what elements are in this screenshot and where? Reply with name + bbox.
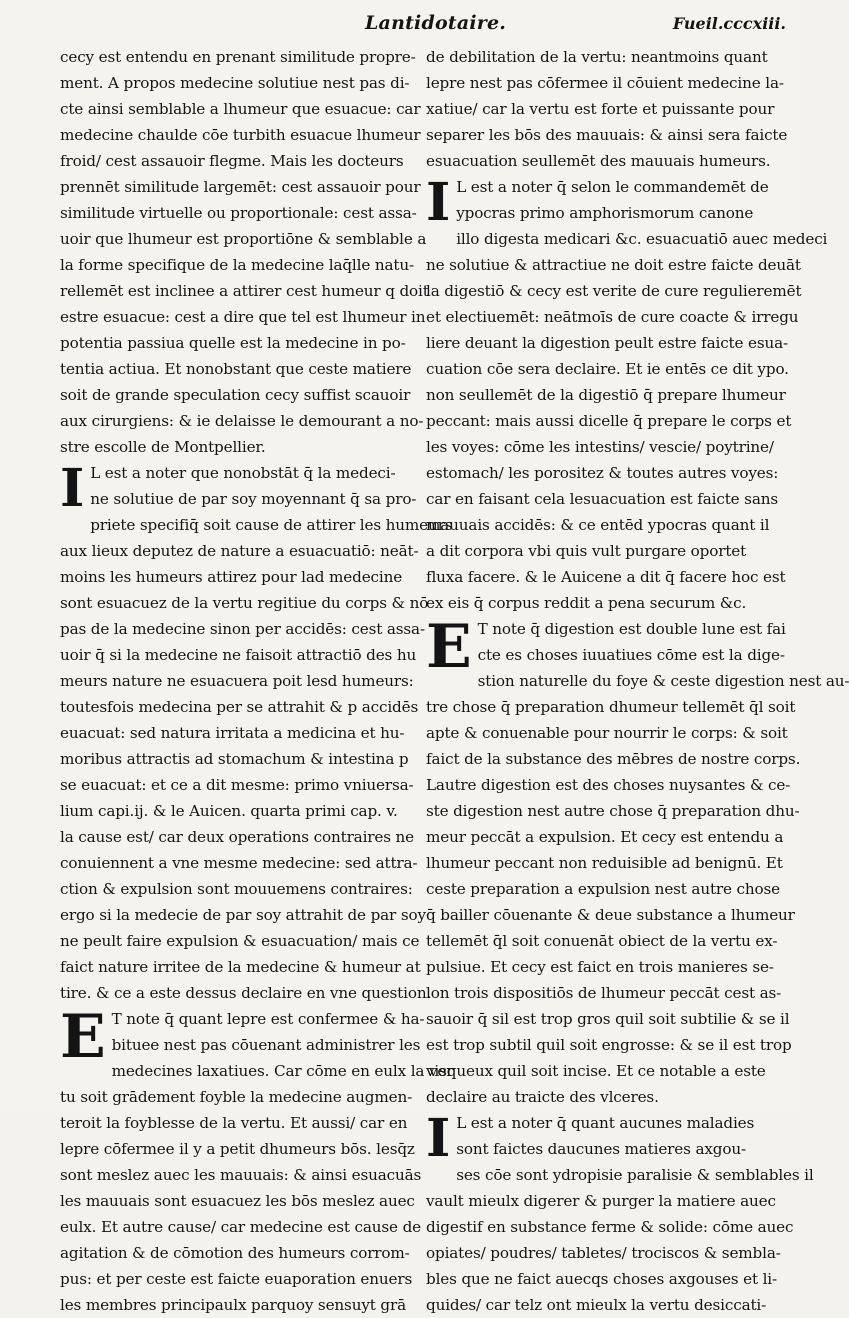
text-line: ne solutiue de par soy moyennant q̄ sa pro- xyxy=(90,490,417,508)
text-line: lium capi.ij. & le Auicen. quarta primi cap. v. xyxy=(60,802,398,820)
text-line: ste digestion nest autre chose q̄ preparation dhu- xyxy=(426,802,800,820)
text-line: est trop subtil quil soit engrosse: & se il est trop xyxy=(426,1036,792,1054)
text-line: lepre nest pas cōfermee il cōuient medecine la- xyxy=(426,74,784,92)
left-column xyxy=(60,44,454,1318)
text-line: de debilitation de la vertu: neantmoins quant xyxy=(426,48,768,66)
text-line: conuiennent a vne mesme medecine: sed attra- xyxy=(60,854,418,872)
text-line: stion naturelle du foye & ceste digestion nest au- xyxy=(477,672,849,690)
text-line: agitation & de cōmotion des humeurs corrom- xyxy=(60,1244,410,1262)
text-line: bles que ne faict auecqs choses axgouses et li- xyxy=(426,1270,777,1288)
text-line: rellemēt est inclinee a attirer cest humeur q doit xyxy=(60,282,429,300)
text-line: se euacuat: et ce a dit mesme: primo vniuersa- xyxy=(60,776,414,794)
text-line: estomach/ les porositez & toutes autres voyes: xyxy=(426,464,779,482)
text-line: lhumeur peccant non reduisible ad benignū. Et xyxy=(426,854,783,872)
text-line: aux lieux deputez de nature a esuacuatiō: neāt- xyxy=(60,542,419,560)
paragraph-3 xyxy=(60,1002,454,1318)
text-line: toutesfois medecina per se attrahit & p accidēs xyxy=(60,698,419,716)
text-line: la forme specifique de la medecine laq̄lle natu- xyxy=(60,256,414,274)
text-line: L est a noter q̄ selon le commandemēt de xyxy=(456,178,769,196)
text-line: meurs nature ne esuacuera poit lesd humeurs: xyxy=(60,672,414,690)
text-line: ceste preparation a expulsion nest autre chose xyxy=(426,880,781,898)
text-line: faict nature irritee de la medecine & humeur at xyxy=(60,958,421,976)
right-column xyxy=(426,44,849,1318)
text-line: car en faisant cela lesuacuation est faicte sans xyxy=(426,490,778,508)
paragraph-3 xyxy=(426,612,849,1110)
text-line: esuacuation seullemēt des mauuais humeurs. xyxy=(426,152,771,170)
text-line: priete specifiq̄ soit cause de attirer les humeurs xyxy=(90,516,453,534)
text-line: lon trois dispositiōs de lhumeur peccāt cest as- xyxy=(426,984,782,1002)
text-line: ypocras primo amphorismorum canone xyxy=(456,204,754,222)
text-line: cuation cōe sera declaire. Et ie entēs ce dit ypo. xyxy=(426,360,789,378)
text-line: quides/ car telz ont mieulx la vertu desiccati- xyxy=(426,1296,767,1314)
text-line: mauuais accidēs: & ce entēd ypocras quant il xyxy=(426,516,770,534)
text-line: ergo si la medecie de par soy attrahit de par soy xyxy=(60,906,426,924)
text-line: xatiue/ car la vertu est forte et puissante pour xyxy=(426,100,775,118)
text-line: les voyes: cōme les intestins/ vescie/ poytrine/ xyxy=(426,438,774,456)
text-line: lepre cōfermee il y a petit dhumeurs bōs. lesq̄z xyxy=(60,1140,415,1158)
text-line: teroit la foyblesse de la vertu. Et aussi/ car en xyxy=(60,1114,408,1132)
text-line: pas de la medecine sinon per accidēs: cest assa- xyxy=(60,620,425,638)
folio-number: Fueil.cccxiii. xyxy=(672,14,786,33)
drop-cap-initial: I xyxy=(426,1108,451,1169)
text-line: ne peult faire expulsion & esuacuation/ mais ce xyxy=(60,932,420,950)
text-line: sont esuacuez de la vertu regitiue du corps & nō xyxy=(60,594,429,612)
paragraph-1 xyxy=(426,44,788,174)
text-line: ses cōe sont ydropisie paralisie & semblables il xyxy=(456,1166,814,1184)
text-line: a dit corpora vbi quis vult purgare oportet xyxy=(426,542,747,560)
text-line: fluxa facere. & le Auicene a dit q̄ facere hoc est xyxy=(426,568,786,586)
paragraph-4 xyxy=(426,1108,814,1318)
paragraph-1 xyxy=(60,44,429,460)
text-line: ne solutiue & attractiue ne doit estre faicte deuāt xyxy=(426,256,801,274)
text-line: pus: et per ceste est faicte euaporation enuers xyxy=(60,1270,413,1288)
drop-cap-initial: E xyxy=(60,1002,106,1072)
text-line: L est a noter que nonobstāt q̄ la medeci- xyxy=(90,464,396,482)
text-line: les mauuais sont esuacuez les bōs meslez auec xyxy=(60,1192,415,1210)
text-line: non seullemēt de la digestiō q̄ prepare lhumeur xyxy=(426,386,786,404)
text-line: aux cirurgiens: & ie delaisse le demourant a no- xyxy=(60,412,424,430)
text-line: medecine chaulde cōe turbith esuacue lhumeur xyxy=(60,126,421,144)
text-line: Lautre digestion est des choses nuysantes & ce- xyxy=(426,776,791,794)
text-line: digestif en substance ferme & solide: cōme auec xyxy=(426,1218,794,1236)
text-line: moins les humeurs attirez pour lad medecine xyxy=(60,568,403,586)
text-line: L est a noter q̄ quant aucunes maladies xyxy=(456,1114,755,1132)
text-line: sont meslez auec les mauuais: & ainsi esuacuās xyxy=(60,1166,422,1184)
text-line: sont faictes daucunes matieres axgou- xyxy=(456,1140,746,1158)
text-line: ex eis q̄ corpus reddit a pena securum &c. xyxy=(426,594,747,612)
text-line: bituee nest pas cōuenant administrer les xyxy=(111,1036,421,1054)
text-line: euacuat: sed natura irritata a medicina et hu- xyxy=(60,724,405,742)
text-line: cecy est entendu en prenant similitude propre- xyxy=(60,48,416,66)
text-line: tellemēt q̄l soit conuenāt obiect de la vertu ex- xyxy=(426,932,778,950)
text-line: ction & expulsion sont mouuemens contraires: xyxy=(60,880,413,898)
text-line: la cause est/ car deux operations contraires ne xyxy=(60,828,415,846)
text-line: prennēt similitude largemēt: cest assauoir pour xyxy=(60,178,421,196)
drop-cap-initial: I xyxy=(60,458,85,519)
text-line: et electiuemēt: neātmoīs de cure coacte & irregu xyxy=(426,308,799,326)
text-line: froid/ cest assauoir flegme. Mais les docteurs xyxy=(60,152,404,170)
text-line: sauoir q̄ sil est trop gros quil soit subtilie & se il xyxy=(426,1010,790,1028)
text-line: tentia actiua. Et nonobstant que ceste matiere xyxy=(60,360,412,378)
text-line: soit de grande speculation cecy suffist scauoir xyxy=(60,386,411,404)
text-line: vault mieulx digerer & purger la matiere auec xyxy=(426,1192,776,1210)
text-line: meur peccāt a expulsion. Et cecy est entendu a xyxy=(426,828,784,846)
text-line: eulx. Et autre cause/ car medecine est cause de xyxy=(60,1218,421,1236)
paragraph-2 xyxy=(60,458,453,1006)
paragraph-2 xyxy=(426,172,828,616)
text-line: les membres principaulx parquoy sensuyt grā xyxy=(60,1296,406,1314)
text-line: la digestiō & cecy est verite de cure regulieremēt xyxy=(426,282,802,300)
text-line: ment. A propos medecine solutiue nest pas di- xyxy=(60,74,410,92)
text-line: similitude virtuelle ou proportionale: cest assa- xyxy=(60,204,417,222)
text-line: separer les bōs des mauuais: & ainsi sera faicte xyxy=(426,126,788,144)
text-line: tire. & ce a este dessus declaire en vne question. xyxy=(60,984,432,1002)
drop-cap-initial: I xyxy=(426,172,451,233)
text-line: tu soit grādement foyble la medecine augmen- xyxy=(60,1088,413,1106)
running-head: Lantidotaire. xyxy=(365,12,507,34)
text-line: liere deuant la digestion peult estre faicte esua- xyxy=(426,334,789,352)
text-line: stre escolle de Montpellier. xyxy=(60,438,266,456)
text-line: opiates/ poudres/ tabletes/ trociscos & sembla- xyxy=(426,1244,781,1262)
text-line: peccant: mais aussi dicelle q̄ prepare le corps et xyxy=(426,412,792,430)
text-line: potentia passiua quelle est la medecine in po- xyxy=(60,334,406,352)
text-line: q̄ bailler cōuenante & deue substance a lhumeur xyxy=(426,906,795,924)
text-line: estre esuacue: cest a dire que tel est lhumeur in xyxy=(60,308,426,326)
text-line: moribus attractis ad stomachum & intestina p xyxy=(60,750,409,768)
text-line: apte & conuenable pour nourrir le corps: & soit xyxy=(426,724,788,742)
text-line: T note q̄ quant lepre est confermee & ha- xyxy=(111,1010,425,1028)
text-line: medecines laxatiues. Car cōme en eulx la ver xyxy=(111,1062,454,1080)
text-line: declaire au traicte des vlceres. xyxy=(426,1088,659,1106)
text-line: uoir q̄ si la medecine ne faisoit attractiō des hu xyxy=(60,646,417,664)
text-line: cte ainsi semblable a lhumeur que esuacue: car xyxy=(60,100,421,118)
text-line: cte es choses iuuatiues cōme est la dige- xyxy=(477,646,785,664)
text-line: tre chose q̄ preparation dhumeur tellemēt q̄l soit xyxy=(426,698,796,716)
text-line: T note q̄ digestion est double lune est fai xyxy=(477,620,786,638)
drop-cap-initial: E xyxy=(426,612,472,682)
text-line: uoir que lhumeur est proportiōne & semblable a xyxy=(60,230,427,248)
text-line: illo digesta medicari &c. esuacuatiō auec medeci xyxy=(456,230,828,248)
text-line: visqueux quil soit incise. Et ce notable a este xyxy=(426,1062,766,1080)
text-line: faict de la substance des mēbres de nostre corps. xyxy=(426,750,801,768)
text-line: pulsiue. Et cecy est faict en trois manieres se- xyxy=(426,958,774,976)
